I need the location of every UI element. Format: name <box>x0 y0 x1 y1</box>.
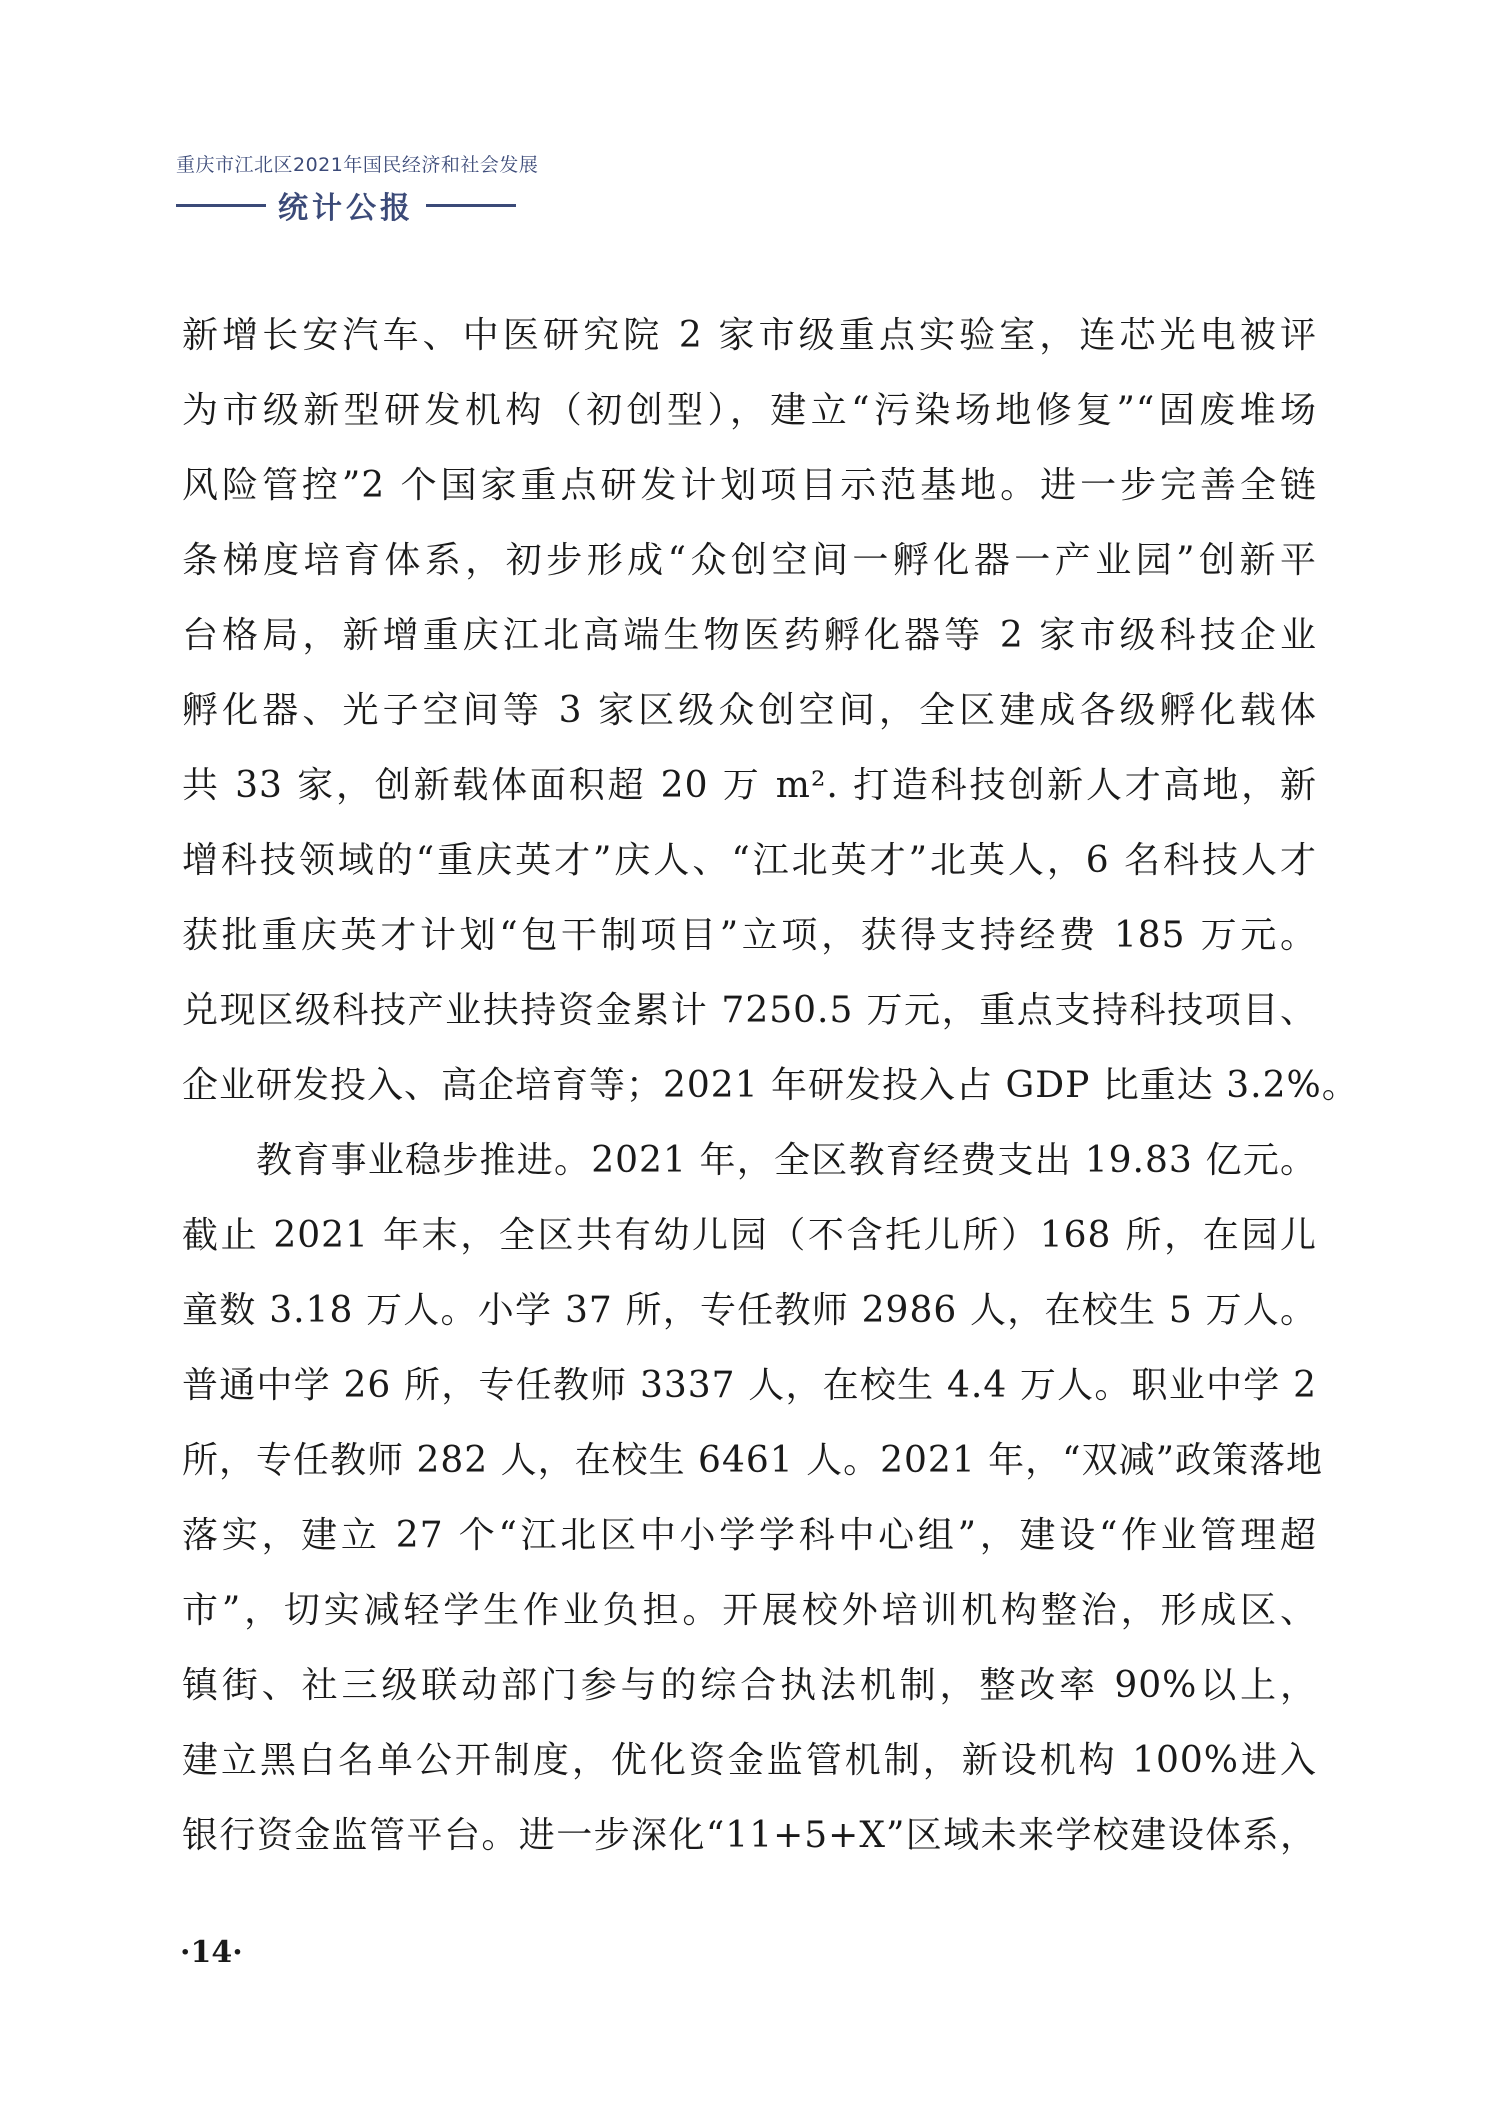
report-header <box>176 150 539 227</box>
text-line: 共 33 家，创新载体面积超 20 万 m². 打造科技创新人才高地，新 <box>182 765 1317 806</box>
text-line: 孵化器、光子空间等 3 家区级众创空间，全区建成各级孵化载体 <box>182 690 1317 731</box>
text-line: 童数 3.18 万人。小学 37 所，专任教师 2986 人，在校生 5 万人。 <box>182 1290 1317 1331</box>
text-line: 市”，切实减轻学生作业负担。开展校外培训机构整治，形成区、 <box>182 1590 1317 1631</box>
page-number: ·14· <box>180 1935 243 1970</box>
text-line: 增科技领域的“重庆英才”庆人、“江北英才”北英人，6 名科技人才 <box>182 840 1317 881</box>
body-text <box>182 298 1359 1873</box>
text-line: 获批重庆英才计划“包干制项目”立项，获得支持经费 185 万元。 <box>182 915 1317 956</box>
report-title-row <box>176 183 516 227</box>
text-line: 风险管控”2 个国家重点研发计划项目示范基地。进一步完善全链 <box>182 465 1317 506</box>
text-line: 条梯度培育体系，初步形成“众创空间一孵化器一产业园”创新平 <box>182 540 1317 581</box>
text-line: 建立黑白名单公开制度，优化资金监管机制，新设机构 100%进入 <box>182 1740 1317 1781</box>
paragraph-start-line: 教育事业稳步推进。2021 年，全区教育经费支出 19.83 亿元。 <box>256 1140 1317 1181</box>
title-rule-left <box>176 204 266 207</box>
text-line: 普通中学 26 所，专任教师 3337 人，在校生 4.4 万人。职业中学 2 <box>182 1365 1317 1406</box>
text-line: 兑现区级科技产业扶持资金累计 7250.5 万元，重点支持科技项目、 <box>182 990 1317 1031</box>
text-line: 台格局，新增重庆江北高端生物医药孵化器等 2 家市级科技企业 <box>182 615 1317 656</box>
title-rule-right <box>426 204 516 207</box>
text-line: 为市级新型研发机构（初创型），建立“污染场地修复”“固废堆场 <box>182 390 1317 431</box>
text-line: 落实，建立 27 个“江北区中小学学科中心组”，建设“作业管理超 <box>182 1515 1317 1556</box>
text-line: 银行资金监管平台。进一步深化“11+5+X”区域未来学校建设体系， <box>182 1815 1317 1856</box>
text-line: 截止 2021 年末，全区共有幼儿园（不含托儿所）168 所，在园儿 <box>182 1215 1317 1256</box>
text-line: 企业研发投入、高企培育等；2021 年研发投入占 GDP 比重达 3.2%。 <box>182 1065 1359 1106</box>
report-subtitle: 重庆市江北区2021年国民经济和社会发展 <box>176 154 539 176</box>
text-line: 镇街、社三级联动部门参与的综合执法机制，整改率 90%以上， <box>182 1665 1317 1706</box>
report-title: 统计公报 <box>278 191 414 226</box>
text-line: 新增长安汽车、中医研究院 2 家市级重点实验室，连芯光电被评 <box>182 315 1317 356</box>
text-line: 所，专任教师 282 人，在校生 6461 人。2021 年，“双减”政策落地 <box>182 1440 1323 1481</box>
